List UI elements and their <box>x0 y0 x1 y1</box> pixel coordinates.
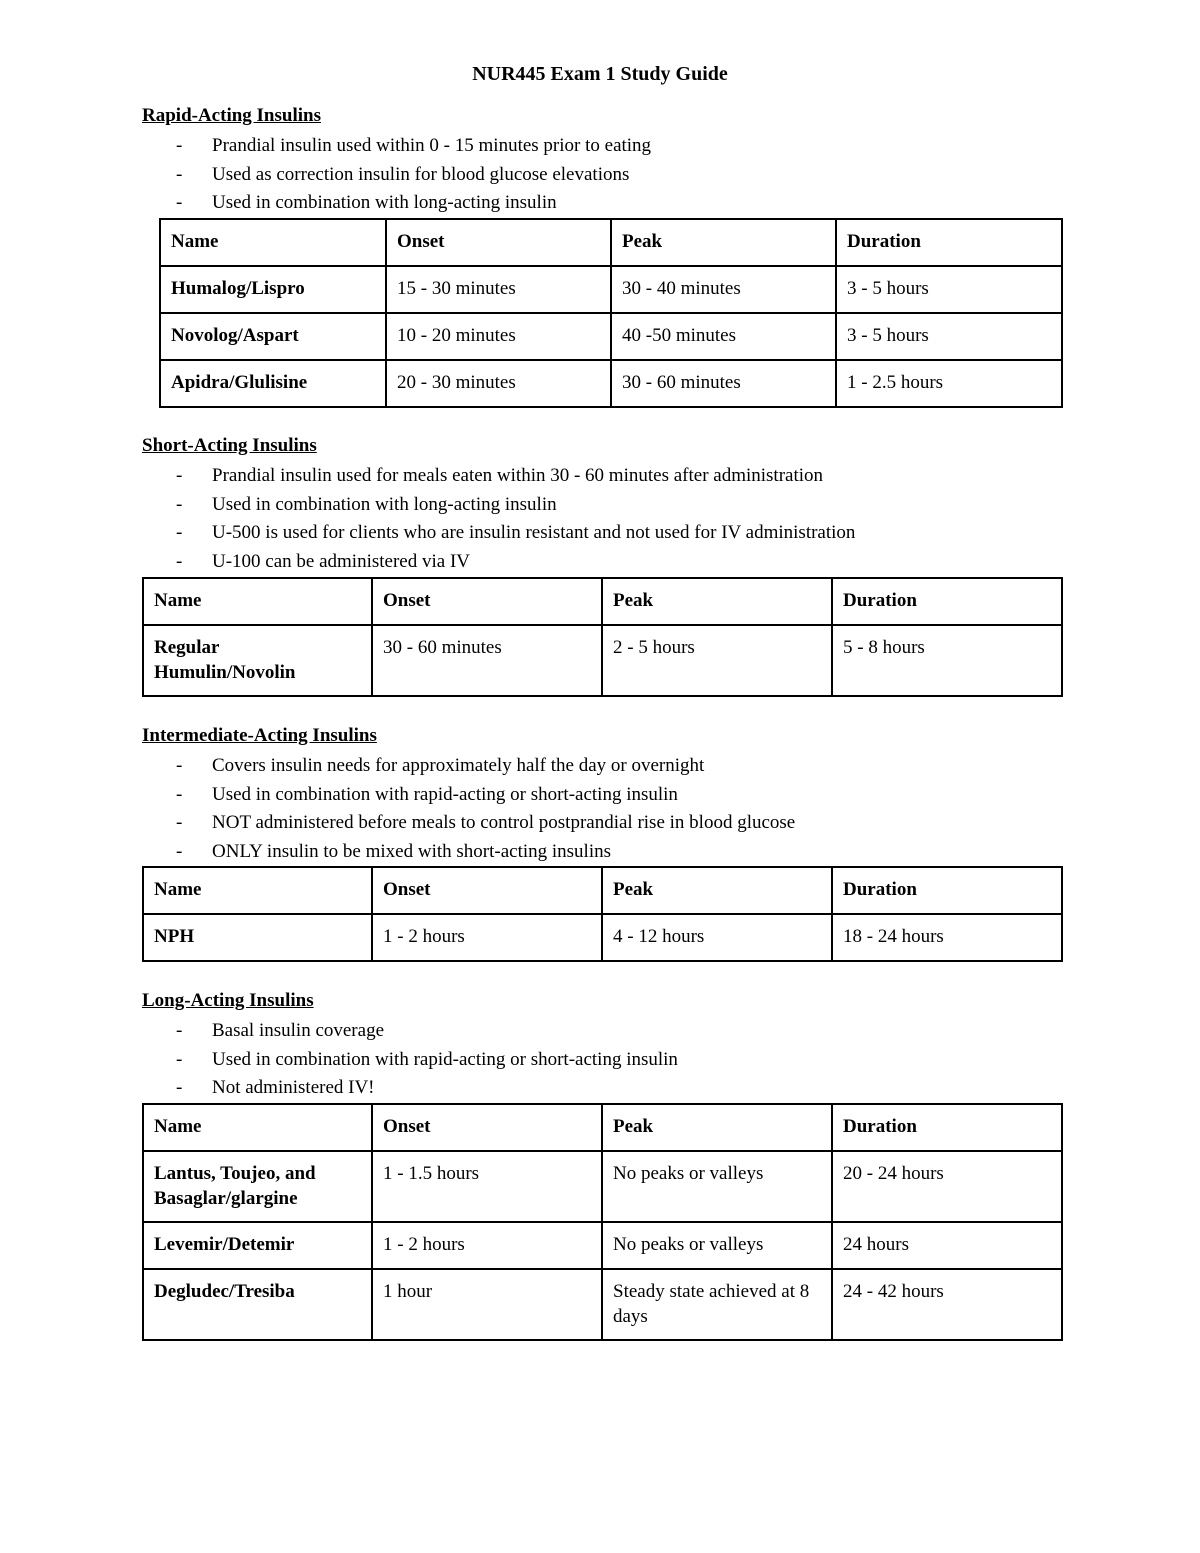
header-onset: Onset <box>372 1104 602 1151</box>
dash-bullet: - <box>176 812 183 833</box>
cell-duration: 3 - 5 hours <box>836 266 1062 313</box>
dash-bullet: - <box>176 1020 183 1041</box>
cell-name: Regular Humulin/Novolin <box>143 625 372 696</box>
table-row <box>143 914 1062 961</box>
cell-peak: Steady state achieved at 8 days <box>602 1269 832 1340</box>
header-duration: Duration <box>832 867 1062 914</box>
list-item: - Used in combination with long-acting insulin <box>142 491 855 520</box>
cell-name: Apidra/Glulisine <box>160 360 386 407</box>
cell-peak: No peaks or valleys <box>602 1222 832 1269</box>
cell-duration: 5 - 8 hours <box>832 625 1062 696</box>
cell-peak: 30 - 60 minutes <box>611 360 836 407</box>
table-header-row <box>143 867 1062 914</box>
page-title: NUR445 Exam 1 Study Guide <box>472 63 728 85</box>
cell-peak: 4 - 12 hours <box>602 914 832 961</box>
header-peak: Peak <box>602 1104 832 1151</box>
list-item: - U-500 is used for clients who are insulin resistant and not used for IV administration <box>142 519 855 548</box>
dash-bullet: - <box>176 522 183 543</box>
bullet-list-rapid <box>142 132 651 218</box>
cell-onset: 30 - 60 minutes <box>372 625 602 696</box>
cell-duration: 18 - 24 hours <box>832 914 1062 961</box>
cell-peak: No peaks or valleys <box>602 1151 832 1222</box>
dash-bullet: - <box>176 755 183 776</box>
header-onset: Onset <box>372 578 602 625</box>
cell-name: Humalog/Lispro <box>160 266 386 313</box>
cell-duration: 24 - 42 hours <box>832 1269 1062 1340</box>
cell-peak: 2 - 5 hours <box>602 625 832 696</box>
list-item: - Used in combination with rapid-acting or short-acting insulin <box>142 781 795 810</box>
header-duration: Duration <box>832 578 1062 625</box>
table-row <box>143 1269 1062 1340</box>
dash-bullet: - <box>176 783 183 805</box>
table-row <box>143 625 1062 696</box>
header-name: Name <box>143 1104 372 1151</box>
table-long-acting <box>142 1103 1063 1341</box>
list-item: - Covers insulin needs for approximately half the day or overnight <box>142 752 795 781</box>
dash-bullet: - <box>176 465 183 486</box>
cell-name: NPH <box>143 914 372 961</box>
table-header-row <box>143 1104 1062 1151</box>
header-peak: Peak <box>602 867 832 914</box>
list-item: - Prandial insulin used within 0 - 15 minutes prior to eating <box>142 132 651 161</box>
table-header-row <box>160 219 1062 266</box>
cell-onset: 10 - 20 minutes <box>386 313 611 360</box>
cell-duration: 24 hours <box>832 1222 1062 1269</box>
list-item: - Not administered IV! <box>142 1074 678 1103</box>
header-duration: Duration <box>832 1104 1062 1151</box>
cell-onset: 20 - 30 minutes <box>386 360 611 407</box>
cell-peak: 40 -50 minutes <box>611 313 836 360</box>
cell-onset: 15 - 30 minutes <box>386 266 611 313</box>
header-onset: Onset <box>372 867 602 914</box>
section-heading-short: Short-Acting Insulins <box>142 435 317 456</box>
table-short-acting <box>142 577 1063 697</box>
cell-duration: 1 - 2.5 hours <box>836 360 1062 407</box>
cell-name: Lantus, Toujeo, and Basaglar/glargine <box>143 1151 372 1222</box>
section-heading-rapid: Rapid-Acting Insulins <box>142 105 321 126</box>
bullet-list-intermediate <box>142 752 795 866</box>
cell-peak: 30 - 40 minutes <box>611 266 836 313</box>
header-peak: Peak <box>611 219 836 266</box>
header-name: Name <box>143 867 372 914</box>
table-row <box>143 1151 1062 1222</box>
list-item: - NOT administered before meals to control postprandial rise in blood glucose <box>142 809 795 838</box>
cell-onset: 1 hour <box>372 1269 602 1340</box>
cell-onset: 1 - 1.5 hours <box>372 1151 602 1222</box>
table-row <box>143 1222 1062 1269</box>
dash-bullet: - <box>176 135 183 156</box>
dash-bullet: - <box>176 840 183 862</box>
list-item: - U-100 can be administered via IV <box>142 548 855 577</box>
dash-bullet: - <box>176 550 183 572</box>
dash-bullet: - <box>176 192 183 213</box>
cell-name: Novolog/Aspart <box>160 313 386 360</box>
table-rapid-acting <box>159 218 1063 408</box>
dash-bullet: - <box>176 1048 183 1070</box>
list-item: - Used in combination with rapid-acting or short-acting insulin <box>142 1046 678 1075</box>
header-peak: Peak <box>602 578 832 625</box>
header-name: Name <box>143 578 372 625</box>
cell-name: Degludec/Tresiba <box>143 1269 372 1340</box>
list-item: - ONLY insulin to be mixed with short-acting insulins <box>142 838 795 867</box>
bullet-list-long <box>142 1017 678 1103</box>
bullet-list-short <box>142 462 855 576</box>
list-item: - Prandial insulin used for meals eaten within 30 - 60 minutes after administration <box>142 462 855 491</box>
list-item: - Basal insulin coverage <box>142 1017 678 1046</box>
cell-duration: 3 - 5 hours <box>836 313 1062 360</box>
section-heading-long: Long-Acting Insulins <box>142 990 314 1011</box>
cell-onset: 1 - 2 hours <box>372 1222 602 1269</box>
header-name: Name <box>160 219 386 266</box>
table-row <box>160 313 1062 360</box>
table-row <box>160 360 1062 407</box>
cell-name: Levemir/Detemir <box>143 1222 372 1269</box>
list-item: - Used in combination with long-acting insulin <box>142 189 651 218</box>
cell-duration: 20 - 24 hours <box>832 1151 1062 1222</box>
header-duration: Duration <box>836 219 1062 266</box>
list-item: - Used as correction insulin for blood glucose elevations <box>142 161 651 190</box>
dash-bullet: - <box>176 1077 183 1098</box>
table-header-row <box>143 578 1062 625</box>
table-row <box>160 266 1062 313</box>
dash-bullet: - <box>176 493 183 515</box>
dash-bullet: - <box>176 163 183 185</box>
section-heading-intermediate: Intermediate-Acting Insulins <box>142 725 377 746</box>
header-onset: Onset <box>386 219 611 266</box>
table-intermediate-acting <box>142 866 1063 962</box>
cell-onset: 1 - 2 hours <box>372 914 602 961</box>
